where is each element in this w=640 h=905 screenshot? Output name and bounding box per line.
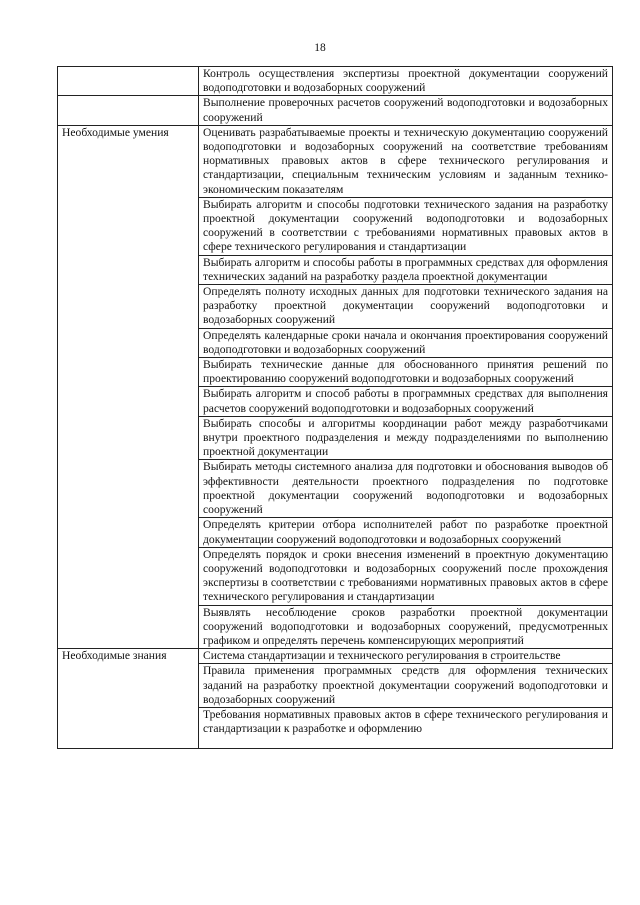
skill-item: Выбирать методы системного анализа для подготовки и обоснования выводов об эффективности деятельности проектного подразделения по подготовке проектной документации сооружений водоподготовки и водозаборных сооружений: [199, 460, 613, 518]
empty-label-cell: [58, 96, 199, 125]
table-row: [58, 125, 613, 197]
skill-item: Определять порядок и сроки внесения изменений в проектную документацию сооружений водоподготовки и водозаборных сооружений после прохождения экспертизы в соответствии с требованиями нормативных правовых актов в сфере технического регулирования и стандартизации: [199, 547, 613, 605]
page-number: 18: [314, 42, 326, 54]
table-row: [58, 67, 613, 96]
table-cell-text: Выполнение проверочных расчетов сооружений водоподготовки и водозаборных сооружений: [199, 96, 613, 125]
empty-label-cell: [58, 67, 199, 96]
table-row: [58, 96, 613, 125]
table-cell-text: Контроль осуществления экспертизы проектной документации сооружений водоподготовки и водозаборных сооружений: [199, 67, 613, 96]
skill-item: Выбирать алгоритм и способы работы в программных средствах для оформления технических заданий на разработку раздела проектной документации: [199, 255, 613, 284]
knowledge-item: Система стандартизации и технического регулирования в строительстве: [199, 649, 613, 664]
skill-item: Определять полноту исходных данных для подготовки технического задания на разработку проектной документации сооружений водоподготовки и водозаборных сооружений: [199, 285, 613, 329]
skills-label: Необходимые умения: [58, 125, 199, 648]
skill-item: Выявлять несоблюдение сроков разработки проектной документации сооружений водоподготовки и водозаборных сооружений, предусмотренных графиком и определять перечень компенсирующих мероприятий: [199, 605, 613, 649]
skill-item: Определять критерии отбора исполнителей работ по разработке проектной документации сооружений водоподготовки и водозаборных сооружений: [199, 518, 613, 547]
qualification-table: [57, 66, 613, 749]
skill-item: Выбирать технические данные для обоснованного принятия решений по проектированию сооружений водоподготовки и водозаборных сооружений: [199, 358, 613, 387]
knowledge-item: Требования нормативных правовых актов в сфере технического регулирования и стандартизации к разработке и оформлению: [203, 707, 608, 736]
skill-item: Выбирать способы и алгоритмы координации работ между разработчиками внутри проектного подразделения и между подразделениями по выполнению проектной документации: [199, 416, 613, 460]
skill-item: Выбирать алгоритм и способы подготовки технического задания на разработку проектной документации сооружений водоподготовки и водозаборных сооружений в соответствии с требованиями нормативных правовых актов в сфере технического регулирования и стандартизации: [199, 197, 613, 255]
knowledge-item-cell: [199, 707, 613, 748]
skill-item: Выбирать алгоритм и способ работы в программных средствах для выполнения расчетов сооружений водоподготовки и водозаборных сооружений: [199, 387, 613, 416]
table-row: [58, 649, 613, 664]
skill-item: Определять календарные сроки начала и окончания проектирования сооружений водоподготовки и водозаборных сооружений: [199, 328, 613, 357]
knowledge-item: Правила применения программных средств для оформления технических заданий на разработку проектной документации сооружений водоподготовки и водозаборных сооружений: [199, 664, 613, 708]
skill-item: Оценивать разрабатываемые проекты и техническую документацию сооружений водоподготовки и водозаборных сооружений на соответствие требованиям нормативных правовых актов в сфере технического регулирования и стандартизации, специальным техническим условиям и заданным технико-экономическим показателям: [199, 125, 613, 197]
knowledge-label: Необходимые знания: [58, 649, 199, 749]
